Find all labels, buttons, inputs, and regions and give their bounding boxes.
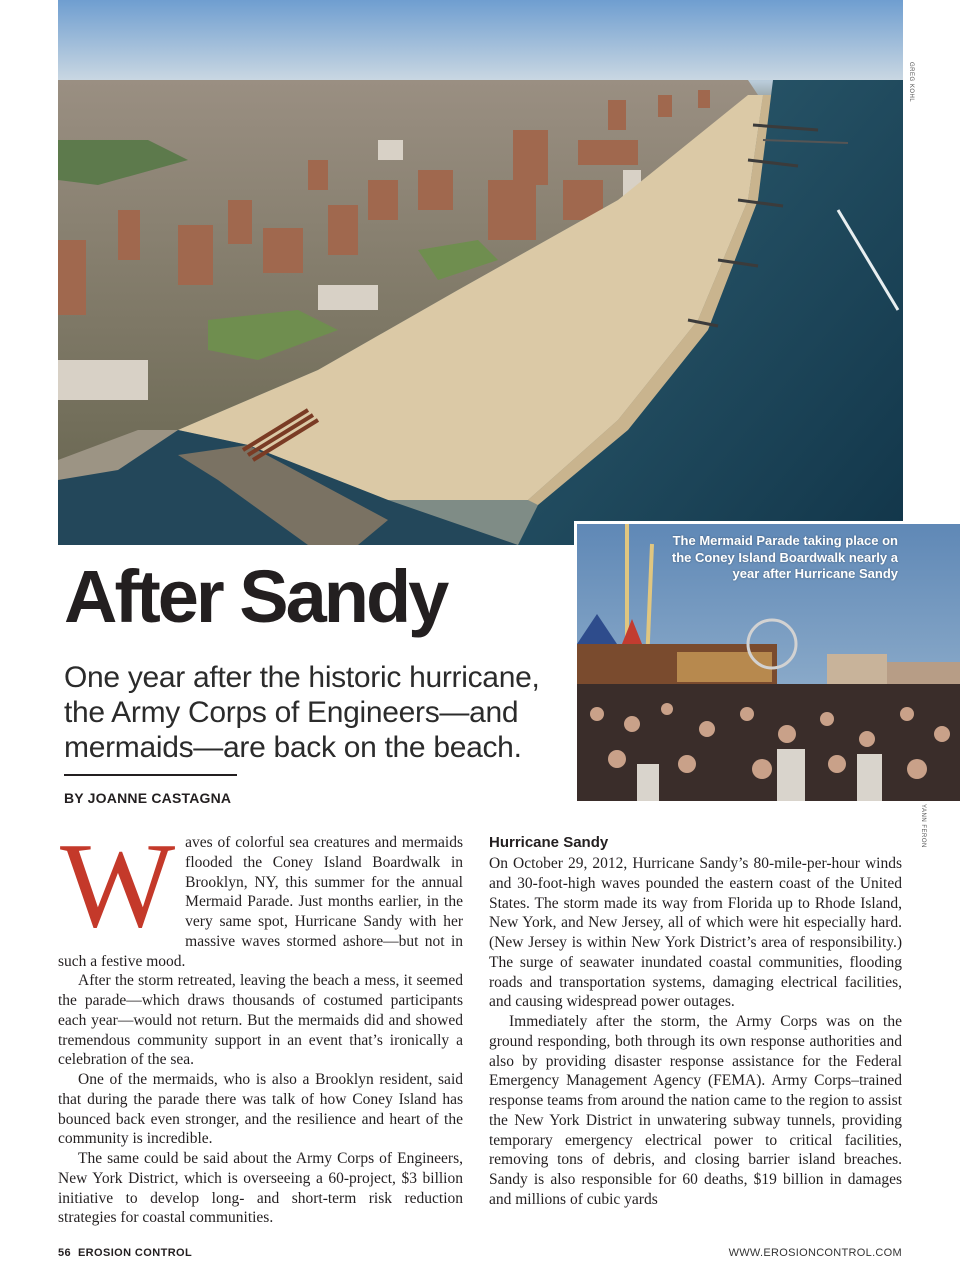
byline-rule (64, 774, 237, 776)
byline: BY JOANNE CASTAGNA (64, 790, 232, 806)
inset-photo-caption: The Mermaid Parade taking place on the Coney Island Boardwalk nearly a year after Hurricane Sandy (671, 533, 898, 581)
photo-credit-aerial: GREG KOHL (908, 62, 914, 103)
body-column-right (489, 833, 902, 1210)
website-url: WWW.EROSIONCONTROL.COM (728, 1247, 902, 1259)
photo-credit-inset: YANN FERON (920, 804, 926, 848)
paragraph-1-text: aves of colorful sea creatures and mermaids flooded the Coney Island Boardwalk in Brooklyn, NY, this summer for the annual Mermaid Parade. Just months earlier, in the very same spot, Hurricane Sandy with her massive waves stormed ashore—but not in such a festive mood. (58, 834, 463, 970)
section-subhead: Hurricane Sandy (489, 834, 609, 851)
paragraph-3: One of the mermaids, who is also a Brooklyn resident, said that during the parade there was talk of how Coney Island has bounced back even stronger, and the resilience and heart of the community is incredible. (58, 1071, 463, 1148)
paragraph-1 (58, 818, 463, 971)
aerial-photo-coney-island (58, 0, 903, 545)
paragraph-6: Immediately after the storm, the Army Corps was on the ground responding, both through its own response authorities and also by providing disaster response assistance for the Federal Emergency Management Agency (FEMA). Army Corps–trained response teams from around the nation came to the region to assist the New York District in unwatering subway tunnels, providing temporary emergency electrical power to critical facilities, removing tons of debris, and closing barrier island breaches. Sandy is also responsible for 60 deaths, $19 billion in damages and millions of cubic yards (489, 1013, 902, 1208)
article-title: After Sandy (64, 555, 447, 638)
paragraph-5: On October 29, 2012, Hurricane Sandy’s 80-mile-per-hour winds and 30-foot-high waves pounded the eastern coast of the United States. The storm made its way from Florida up to Rhode Island, New York, and New Jersey, all of which were hit especially hard. (New Jersey is within New York District’s area of responsibility.) The surge of seawater inundated coastal communities, flooding roads and transportation systems, damaging electrical facilities, and causing widespread power outages. (489, 855, 902, 1011)
page-folio: 56 EROSION CONTROL (58, 1247, 193, 1259)
article-deck: One year after the historic hurricane, the Army Corps of Engineers—and mermaids—are back on the beach. (64, 661, 540, 764)
paragraph-2: After the storm retreated, leaving the beach a mess, it seemed the parade—which draws thousands of costumed participants each year—would not return. But the mermaids did and showed tremendous community support in an event that’s ironically a celebration of the sea. (58, 972, 463, 1069)
paragraph-4: The same could be said about the Army Corps of Engineers, New York District, which is overseeing a 60-project, $3 billion initiative to develop long- and short-term risk reduction strategies for coastal communities. (58, 1150, 463, 1227)
drop-cap: W (60, 818, 176, 953)
body-column-left (58, 818, 463, 1228)
